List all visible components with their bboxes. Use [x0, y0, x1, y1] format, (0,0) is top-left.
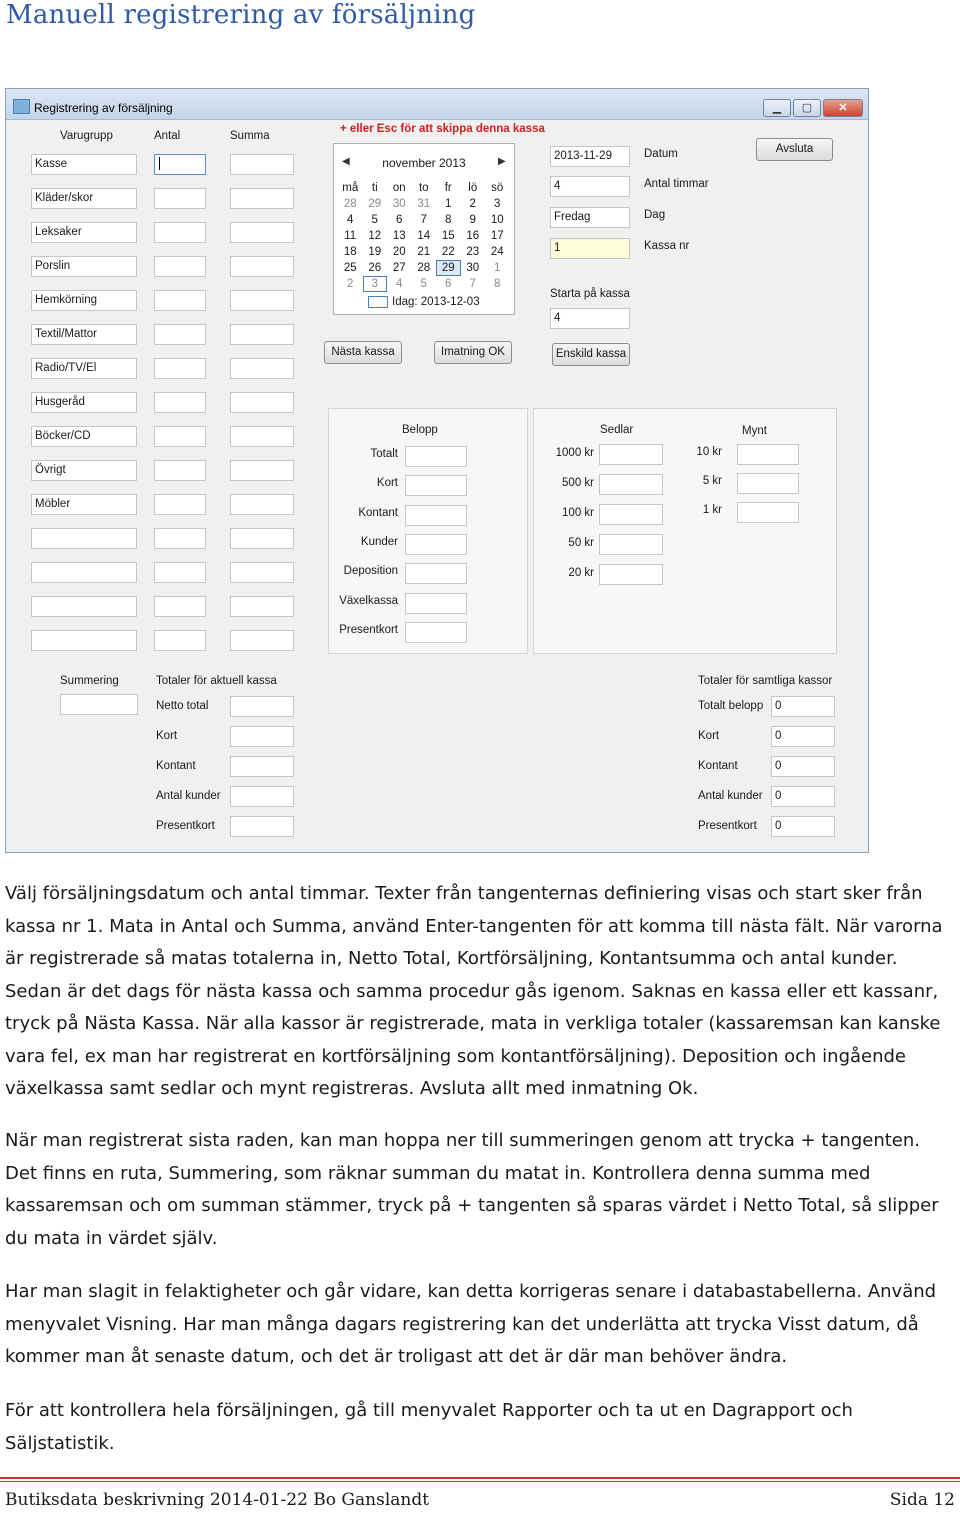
- calendar-day[interactable]: 27: [392, 262, 406, 274]
- sedlar-field[interactable]: [599, 564, 663, 585]
- current-total-field[interactable]: [230, 756, 294, 777]
- body-paragraph: När man registrerat sista raden, kan man hoppa ner till summeringen genom att trycka + tangenten. Det finns en ruta, Summering, som räknar summan du matat in. Kontrollera denna summa med kassaremsan och om summan stämmer, tryck på + tangenten så sparas värdet i Netto Total, så slipper du mata in värdet själv.: [5, 1130, 939, 1249]
- summa-field[interactable]: [230, 290, 294, 311]
- mynt-label: 10 kr: [696, 446, 722, 458]
- calendar-day[interactable]: 8: [445, 214, 452, 226]
- calendar-day[interactable]: 5: [420, 278, 427, 290]
- varugrupp-field[interactable]: [31, 630, 137, 651]
- mynt-header: Mynt: [742, 425, 767, 437]
- summa-field[interactable]: [230, 358, 294, 379]
- varugrupp-field[interactable]: Kasse: [31, 154, 137, 175]
- summa-field[interactable]: [230, 392, 294, 413]
- antal-field[interactable]: [154, 154, 206, 175]
- varugrupp-field[interactable]: [31, 528, 137, 549]
- calendar-day[interactable]: 15: [441, 230, 455, 242]
- sedlar-label: 20 kr: [568, 567, 594, 579]
- belopp-label: Kunder: [360, 535, 398, 548]
- summa-field[interactable]: [230, 562, 294, 583]
- all-total-field[interactable]: 0: [771, 756, 835, 777]
- antal-field[interactable]: [154, 460, 206, 481]
- calendar-day[interactable]: 28: [343, 198, 357, 210]
- antal-field[interactable]: [154, 426, 206, 447]
- calendar-day[interactable]: 21: [417, 246, 431, 258]
- varugrupp-field[interactable]: Leksaker: [31, 222, 137, 243]
- kassa-nr-label: Kassa nr: [644, 240, 690, 252]
- antal-field[interactable]: [154, 494, 206, 515]
- mynt-field[interactable]: [737, 444, 799, 465]
- belopp-field[interactable]: [405, 505, 467, 526]
- belopp-label: Kort: [376, 477, 398, 490]
- calendar-day[interactable]: 29: [436, 260, 461, 276]
- calendar-day[interactable]: 13: [392, 230, 406, 242]
- calendar-day[interactable]: 31: [417, 198, 431, 210]
- current-total-field[interactable]: [230, 726, 294, 747]
- window-title: Registrering av försäljning: [34, 101, 173, 115]
- summa-field[interactable]: [230, 324, 294, 345]
- varugrupp-field[interactable]: Radio/TV/El: [31, 358, 137, 379]
- calendar-day[interactable]: 1: [445, 198, 452, 210]
- calendar-weekday: fr: [444, 182, 452, 194]
- varugrupp-field[interactable]: Möbler: [31, 494, 137, 515]
- sedlar-label: 100 kr: [562, 507, 594, 519]
- minimize-button[interactable]: ▁: [763, 99, 791, 117]
- sedlar-label: 50 kr: [568, 537, 594, 549]
- antal-field[interactable]: [154, 188, 206, 209]
- all-total-label: Antal kunder: [698, 790, 763, 802]
- sedlar-header: Sedlar: [600, 424, 634, 436]
- footer-rule: [0, 1477, 960, 1479]
- calendar-day[interactable]: 2: [347, 278, 354, 290]
- calendar-week-row: [338, 212, 510, 228]
- calendar-week-row: [338, 260, 510, 276]
- all-total-field[interactable]: 0: [771, 816, 835, 837]
- belopp-label: Presentkort: [339, 623, 398, 636]
- calendar-day[interactable]: 7: [469, 278, 476, 290]
- calendar-weekday: må: [342, 182, 359, 194]
- page-number: Sida 12: [889, 1490, 955, 1510]
- belopp-label: Kontant: [358, 506, 398, 519]
- all-totals-header: Totaler för samtliga kassor: [698, 675, 833, 687]
- sedlar-field[interactable]: [599, 444, 663, 465]
- calendar-weekday: on: [392, 182, 406, 194]
- antal-field[interactable]: [154, 392, 206, 413]
- calendar-day[interactable]: 12: [368, 230, 382, 242]
- varugrupp-field[interactable]: Övrigt: [31, 460, 137, 481]
- calendar-weekday: to: [418, 182, 429, 194]
- sedlar-field[interactable]: [599, 504, 663, 525]
- varugrupp-field[interactable]: Husgeråd: [31, 392, 137, 413]
- summa-field[interactable]: [230, 222, 294, 243]
- hours-field[interactable]: 4: [550, 176, 630, 197]
- antal-field[interactable]: [154, 256, 206, 277]
- body-paragraph: Välj försäljningsdatum och antal timmar. Texter från tangenternas definiering visas och start sker från kassa nr 1. Mata in Antal och Summa, använd Enter-tangenten för att komma till nästa fält. När varorna är registrerade så matas totalerna in, Netto Total, Kortförsäljning, Kontantsumma och antal kunder. Sedan är det dags för nästa kassa och samma procedur gås igenom. Saknas en kassa eller ett kassanr, tryck på Nästa Kassa. När alla kassor är registrerade, mata in verkliga totaler (kassaremsan kan kanske vara fel, ex man har registrerat en kortförsäljning som kontantförsäljning). Deposition och ingående växelkassa samt sedlar och mynt registreras. Avsluta allt med inmatning Ok.: [5, 883, 943, 1099]
- document-title: Manuell registrering av försäljning: [6, 0, 476, 30]
- kassa-nr-field[interactable]: 1: [550, 238, 630, 259]
- calendar-week-row: [338, 228, 510, 244]
- calendar-weekday: ti: [371, 182, 378, 194]
- antal-field[interactable]: [154, 324, 206, 345]
- calendar-today[interactable]: [368, 296, 480, 308]
- calendar-day[interactable]: 3: [494, 198, 501, 210]
- current-total-label: Netto total: [156, 700, 209, 712]
- summering-field[interactable]: [60, 694, 138, 715]
- summa-field[interactable]: [230, 596, 294, 617]
- window-app-icon: [13, 99, 30, 114]
- mynt-label: 5 kr: [702, 475, 722, 487]
- calendar-day[interactable]: 29: [368, 198, 382, 210]
- avsluta-button[interactable]: Avsluta: [756, 138, 833, 161]
- summa-field[interactable]: [230, 460, 294, 481]
- column-header-varugrupp: Varugrupp: [60, 130, 113, 142]
- column-header-antal: Antal: [154, 130, 181, 142]
- calendar-day[interactable]: 24: [490, 246, 504, 258]
- varugrupp-field[interactable]: Textil/Mattor: [31, 324, 137, 345]
- calendar-day[interactable]: 8: [494, 278, 501, 290]
- summa-field[interactable]: [230, 188, 294, 209]
- calendar-week-row: [338, 196, 510, 212]
- maximize-button[interactable]: ▢: [793, 99, 821, 117]
- current-total-field[interactable]: [230, 696, 294, 717]
- varugrupp-field[interactable]: Hemkörning: [31, 290, 137, 311]
- calendar[interactable]: [333, 143, 515, 315]
- current-totals-header: Totaler för aktuell kassa: [156, 675, 277, 687]
- calendar-month: november 2013: [382, 156, 466, 170]
- calendar-prev-icon[interactable]: ◀: [342, 156, 350, 167]
- belopp-label: Växelkassa: [339, 594, 398, 607]
- calendar-day[interactable]: 1: [494, 262, 501, 274]
- varugrupp-field[interactable]: [31, 596, 137, 617]
- calendar-day[interactable]: 3: [363, 276, 388, 292]
- window-titlebar: [6, 89, 868, 120]
- all-total-label: Totalt belopp: [698, 700, 764, 712]
- calendar-day[interactable]: 6: [396, 214, 403, 226]
- calendar-weekday: sö: [491, 182, 504, 194]
- sedlar-label: 1000 kr: [555, 447, 594, 459]
- current-total-label: Kontant: [156, 760, 196, 772]
- current-total-label: Antal kunder: [156, 790, 221, 802]
- calendar-grid: [338, 180, 510, 292]
- antal-field[interactable]: [154, 596, 206, 617]
- mynt-field[interactable]: [737, 502, 799, 523]
- calendar-day[interactable]: 23: [466, 246, 480, 258]
- varugrupp-field[interactable]: Porslin: [31, 256, 137, 277]
- mynt-field[interactable]: [737, 473, 799, 494]
- summa-field[interactable]: [230, 528, 294, 549]
- day-field[interactable]: Fredag: [550, 207, 630, 228]
- column-header-summa: Summa: [230, 130, 270, 142]
- body-paragraph: Har man slagit in felaktigheter och går vidare, kan detta korrigeras senare i databastabellerna. Använd menyvalet Visning. Har man många dagars registrering kan det underlätta att trycka Visst datum, då kommer man åt senaste datum, och det är troligast att det är där man behöver ändra.: [5, 1281, 937, 1367]
- hours-label: Antal timmar: [644, 178, 709, 190]
- today-marker-icon: [368, 296, 388, 308]
- mynt-label: 1 kr: [702, 504, 722, 516]
- calendar-day[interactable]: 4: [347, 214, 354, 226]
- start-kassa-field[interactable]: 4: [550, 308, 630, 329]
- registration-window: [5, 88, 869, 853]
- belopp-field[interactable]: [405, 622, 467, 643]
- calendar-day[interactable]: 26: [368, 262, 382, 274]
- summa-field[interactable]: [230, 426, 294, 447]
- sedlar-field[interactable]: [599, 534, 663, 555]
- calendar-day[interactable]: 7: [420, 214, 427, 226]
- calendar-day[interactable]: 30: [392, 198, 406, 210]
- footer-rule-thin: [0, 1481, 960, 1482]
- calendar-day[interactable]: 16: [466, 230, 480, 242]
- belopp-label: Deposition: [343, 565, 398, 578]
- calendar-day[interactable]: 2: [469, 198, 476, 210]
- antal-field[interactable]: [154, 528, 206, 549]
- all-total-label: Kontant: [698, 760, 738, 772]
- calendar-day[interactable]: 5: [371, 214, 378, 226]
- antal-field[interactable]: [154, 222, 206, 243]
- all-total-field[interactable]: 0: [771, 726, 835, 747]
- sedlar-label: 500 kr: [562, 477, 594, 489]
- skip-hint: + eller Esc för att skippa denna kassa: [340, 123, 545, 135]
- calendar-day[interactable]: 10: [490, 214, 504, 226]
- calendar-day[interactable]: 28: [417, 262, 431, 274]
- varugrupp-field[interactable]: Kläder/skor: [31, 188, 137, 209]
- belopp-field[interactable]: [405, 563, 467, 584]
- calendar-weekday: lö: [468, 182, 478, 194]
- calendar-today-label: Idag: 2013-12-03: [392, 296, 480, 309]
- belopp-header: Belopp: [402, 424, 438, 436]
- current-total-field[interactable]: [230, 816, 294, 837]
- summa-field[interactable]: [230, 256, 294, 277]
- belopp-field[interactable]: [405, 593, 467, 614]
- calendar-day[interactable]: 11: [344, 230, 357, 242]
- calendar-next-icon[interactable]: ▶: [498, 156, 506, 167]
- varugrupp-field[interactable]: [31, 562, 137, 583]
- summa-field[interactable]: [230, 630, 294, 651]
- all-total-field[interactable]: 0: [771, 696, 835, 717]
- close-button[interactable]: ✕: [823, 99, 863, 117]
- calendar-weekday-row: [338, 180, 510, 196]
- calendar-day[interactable]: 14: [417, 230, 431, 242]
- current-total-label: Presentkort: [156, 820, 215, 832]
- calendar-week-row: [338, 276, 510, 292]
- summa-field[interactable]: [230, 154, 294, 175]
- text-cursor: [159, 157, 160, 170]
- all-total-field[interactable]: 0: [771, 786, 835, 807]
- body-paragraph: För att kontrollera hela försäljningen, gå till menyvalet Rapporter och ta ut en Dagrapport och Säljstatistik.: [5, 1400, 853, 1454]
- belopp-field[interactable]: [405, 446, 467, 467]
- input-ok-button[interactable]: Imatning OK: [434, 341, 512, 364]
- calendar-day[interactable]: 25: [343, 262, 357, 274]
- current-total-label: Kort: [156, 730, 178, 742]
- current-total-field[interactable]: [230, 786, 294, 807]
- footer-text: Butiksdata beskrivning 2014-01-22 Bo Ganslandt: [5, 1490, 430, 1510]
- calendar-day[interactable]: 30: [466, 262, 480, 274]
- next-kassa-button[interactable]: Nästa kassa: [324, 341, 402, 364]
- calendar-day[interactable]: 9: [469, 214, 476, 226]
- antal-field[interactable]: [154, 358, 206, 379]
- calendar-day[interactable]: 22: [441, 246, 455, 258]
- sedlar-field[interactable]: [599, 474, 663, 495]
- belopp-field[interactable]: [405, 534, 467, 555]
- day-label: Dag: [644, 209, 666, 221]
- calendar-week-row: [338, 244, 510, 260]
- summering-label: Summering: [60, 675, 119, 687]
- calendar-day[interactable]: 18: [343, 246, 357, 258]
- antal-field[interactable]: [154, 290, 206, 311]
- single-kassa-button[interactable]: Enskild kassa: [552, 343, 630, 366]
- date-field[interactable]: 2013-11-29: [550, 146, 630, 167]
- antal-field[interactable]: [154, 630, 206, 651]
- summa-field[interactable]: [230, 494, 294, 515]
- date-label: Datum: [644, 148, 678, 160]
- start-kassa-label: Starta på kassa: [550, 288, 630, 300]
- calendar-day[interactable]: 20: [392, 246, 406, 258]
- belopp-label: Totalt: [370, 448, 398, 460]
- all-total-label: Presentkort: [698, 820, 757, 832]
- belopp-panel: [328, 408, 528, 654]
- antal-field[interactable]: [154, 562, 206, 583]
- calendar-day[interactable]: 17: [490, 230, 504, 242]
- calendar-day[interactable]: 4: [396, 278, 403, 290]
- calendar-day[interactable]: 19: [368, 246, 382, 258]
- varugrupp-field[interactable]: Böcker/CD: [31, 426, 137, 447]
- all-total-label: Kort: [698, 730, 720, 742]
- calendar-day[interactable]: 6: [445, 278, 452, 290]
- belopp-field[interactable]: [405, 475, 467, 496]
